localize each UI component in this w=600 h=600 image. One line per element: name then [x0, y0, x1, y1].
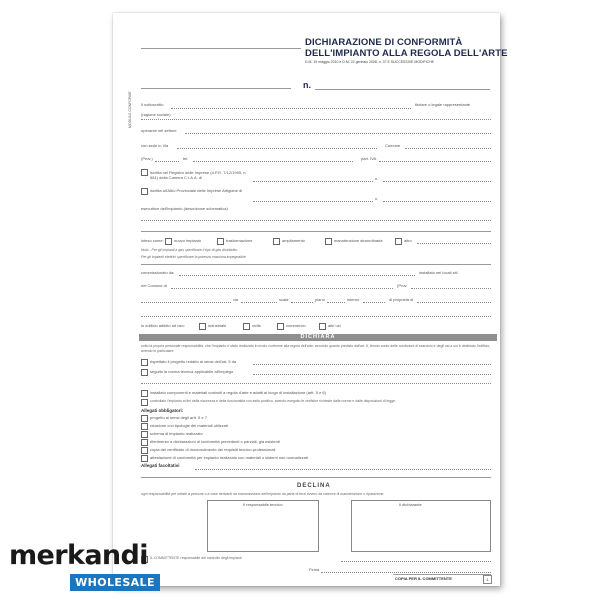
- page-number: 1: [483, 575, 492, 584]
- checkbox-trasformazione[interactable]: [217, 238, 224, 245]
- allegato-5: copia del certificato di riconoscimento dei requisiti tecnico-professionali: [150, 447, 276, 452]
- dichiara-item-4: controllato l'impianto ai fini della sicurezza e della funzionalità con esito positivo, avendo eseguito le verifiche richieste dalle norme e dalle disposizioni di legge.: [150, 399, 397, 403]
- label-inteso-come: inteso come:: [141, 238, 164, 243]
- checkbox-industriale[interactable]: [199, 323, 206, 330]
- dichiara-intro: sotto la propria personale responsabilità, che l'impianto è stato realizzato in modo conforme alla regola dell'arte, secondo quanto previsto dall'art. 6, tenuto conto delle condizioni di esercizio e degli usi a cui è destinato l'edificio, avendo in particolare:: [141, 344, 491, 353]
- option-nuovo-impianto: nuovo impianto: [174, 238, 202, 243]
- checkbox-nuovo-impianto[interactable]: [165, 238, 172, 245]
- allegato-2: relazione con tipologie dei materiali utilizzati: [150, 423, 228, 428]
- allegato-6: attestazione di conformità per impianto realizzato con materiali o sistemi non normalizzati: [150, 455, 308, 460]
- label-titolare: titolare o legale rappresentante: [415, 102, 471, 107]
- checkbox-manutenzione[interactable]: [325, 238, 332, 245]
- label-committente: IL COMMITTENTE responsabile del controllo degli impianti: [150, 556, 242, 560]
- use-civile: civile: [252, 323, 261, 328]
- use-industriale: industriale: [208, 323, 227, 328]
- use-commercio: commercio: [286, 323, 306, 328]
- logo-brand-text: merkandi: [9, 540, 148, 571]
- declina-heading: DECLINA: [297, 483, 331, 489]
- logo-tag: WHOLESALE: [70, 574, 160, 591]
- option-ampliamento: ampliamento: [282, 238, 305, 243]
- label-operante: operante nel settore: [141, 128, 177, 133]
- allegato-4: riferimento a dichiarazioni di conformità precedenti o parziali, già esistenti: [150, 439, 280, 444]
- label-edificio-uso: in edificio adibito ad uso:: [141, 323, 185, 328]
- declina-text: ogni responsabilità per sinistri a persone o a cose derivanti da manomissione dell'impianto da parte di terzi ovvero da carenze di manutenzione o riparazione.: [141, 492, 385, 496]
- checkbox-allegato-4[interactable]: [141, 439, 148, 446]
- subtitle: D.M. 19 maggio 2010 e D.M. 22 gennaio 2008, n. 37 E SUCCESSIVE MODIFICHE: [305, 60, 434, 64]
- box-dichiarante[interactable]: [351, 500, 491, 552]
- label-iscritta-albo: iscritta all'Albo Provinciale delle Imprese Artigiane di: [150, 188, 243, 193]
- checkbox-albo[interactable]: [141, 188, 148, 195]
- dichiara-item-2: seguito la norma tecnica applicabile all'impiego: [150, 369, 234, 374]
- title-line-2: DELL'IMPIANTO ALLA REGOLA DELL'ARTE: [305, 48, 508, 59]
- label-nel-comune: nel Comune di: [141, 283, 167, 288]
- label-comune: Comune: [385, 143, 401, 148]
- number-label: n.: [303, 80, 311, 90]
- copy-label: COPIA PER IL COMMITTENTE: [395, 576, 452, 581]
- checkbox-registro[interactable]: [141, 169, 148, 176]
- label-dichiarante: Il dichiarante: [399, 502, 422, 507]
- label-scala: scala: [279, 297, 289, 302]
- use-altri-usi: altri usi: [328, 323, 341, 328]
- label-interno: interno: [347, 297, 360, 302]
- label-installato: installato nei locali siti: [419, 270, 458, 275]
- allegato-1: progetto ai sensi degli artt. 5 e 7: [150, 415, 207, 420]
- note-elettrici: Per gli impianti elettrici specificare la potenza massima impegnabile.: [141, 255, 247, 259]
- label-prov2: (Prov.: [397, 283, 408, 288]
- checkbox-allegato-5[interactable]: [141, 447, 148, 454]
- box-responsabile-tecnico[interactable]: [207, 500, 319, 552]
- label-piva: part. IVA: [361, 156, 377, 161]
- allegati-heading: Allegati obbligatori:: [141, 408, 184, 413]
- checkbox-allegato-2[interactable]: [141, 423, 148, 430]
- checkbox-allegato-3[interactable]: [141, 431, 148, 438]
- checkbox-progetto[interactable]: [141, 359, 148, 366]
- label-commissionato: commissionato da:: [141, 270, 175, 275]
- label-piano: piano: [315, 297, 325, 302]
- label-iscritta-registro: iscritta nel Registro delle Imprese (d.P.R. 7/12/1995, n. 581) della Camera C.I.A.A. di: [150, 170, 247, 180]
- dichiara-item-3: installato componenti e materiali costruiti a regola d'arte e adatti al luogo di installazione (artt. 5 e 6): [150, 390, 326, 395]
- label-firma: Firma: [309, 567, 320, 572]
- checkbox-ampliamento[interactable]: [273, 238, 280, 245]
- label-ragione-sociale: (ragione sociale): [141, 112, 171, 117]
- checkbox-altri-usi[interactable]: [319, 323, 326, 330]
- label-tel: tel.: [183, 156, 189, 161]
- label-sede: con sede in Via: [141, 143, 169, 148]
- label-esecutrice: esecutrice dell'impianto (descrizione schematica): [141, 206, 228, 211]
- dichiara-item-1: rispettato il progetto redatto ai sensi dell'art. 5 da: [150, 359, 237, 364]
- checkbox-commercio[interactable]: [277, 323, 284, 330]
- label-responsabile-tecnico: Il responsabile tecnico: [243, 502, 283, 507]
- option-altro: altro: [404, 238, 412, 243]
- checkbox-controllato[interactable]: [141, 399, 148, 406]
- form-sheet: DICHIARAZIONE DI CONFORMITÀ DELL'IMPIANTO ALLA REGOLA DELL'ARTE D.M. 19 maggio 2010 e D.M. 22 gennaio 2008, n. 37 E SUCCESSIVE MODIFICHE n. MODULO CONFORME Il sottoscritto titolare o legale rappresentante (ragione sociale) operante nel settore con sede in Via Comune (Prov.) tel. part. IVA iscritta nel Registro delle Imprese (d.P.R. 7/12/1995, n. 581) della Camera C.I.A.A. di n. iscritta all'Albo Provinciale delle Imprese Artigiane di n. esecutrice dell'impianto (descrizione schematica) inteso come: nuovo impianto trasformazione ampliamento manutenzione straordinaria altro Nota - Per gli impianti a gas specificare il tipo di gas distribuito. Per gli impianti elettrici specificare la potenza massima impegnabile. commissionato da: installato nei locali siti nel Comune di (Prov. via scala piano interno di proprietà di in edificio adibito ad uso: industriale civile commercio altri usi DICHIARA sotto la propria personale responsabilità, che l'impianto è stato realizzato in modo conforme alla regola dell'arte, secondo quanto previsto dall'art. 6, tenuto conto delle condizioni di esercizio e degli usi a cui è destinato l'edificio, avendo in particolare: rispettato il progetto redatto ai sensi dell'art. 5 da seguito la norma tecnica applicabile all'impiego installato componenti e materiali costruiti a regola d'arte e adatti al luogo di installazione (artt. 5 e 6) controllato l'impianto ai fini della sicurezza e della funzionalità con esito positivo, avendo eseguito le verifiche richieste dalle norme e dalle disposizioni di legge. Allegati obbligatori: progetto ai sensi degli artt. 5 e 7 relazione con tipologie dei materiali utilizzati schema di impianto realizzato riferimento a dichiarazioni di conformità precedenti o parziali, già esistenti copia del certificato di riconoscimento dei requisiti tecnico-professionali attestazione di conformità per impianto realizzato con materiali o sistemi non normalizzati Allegati facoltativi DECLINA ogni responsabilità per sinistri a persone o a cose derivanti da manomissione dell'impianto da parte di terzi ovvero da carenze di manutenzione o riparazione. Il responsabile tecnico Il dichiarante IL COMMITTENTE responsabile del controllo degli impianti Firma COPIA PER IL COMMITTENTE 1: [113, 13, 500, 586]
- title-line-1: DICHIARAZIONE DI CONFORMITÀ: [305, 37, 463, 48]
- checkbox-norma[interactable]: [141, 369, 148, 376]
- checkbox-allegato-1[interactable]: [141, 415, 148, 422]
- allegati-facoltativi: Allegati facoltativi: [141, 463, 180, 468]
- checkbox-componenti[interactable]: [141, 390, 148, 397]
- option-manutenzione: manutenzione straordinaria: [334, 238, 383, 243]
- dichiara-band: DICHIARA: [139, 334, 497, 341]
- merkandi-logo: [0, 540, 170, 600]
- checkbox-altro[interactable]: [395, 238, 402, 245]
- label-prov: (Prov.): [141, 156, 153, 161]
- label-proprieta: di proprietà di: [389, 297, 414, 302]
- allegato-3: schema di impianto realizzato: [150, 431, 203, 436]
- checkbox-allegato-6[interactable]: [141, 455, 148, 462]
- checkbox-civile[interactable]: [243, 323, 250, 330]
- label-sottoscritto: Il sottoscritto: [141, 102, 164, 107]
- side-label: MODULO CONFORME: [128, 91, 132, 128]
- option-trasformazione: trasformazione: [226, 238, 253, 243]
- note-gas: Nota - Per gli impianti a gas specificare il tipo di gas distribuito.: [141, 248, 239, 252]
- label-via: via: [233, 297, 239, 302]
